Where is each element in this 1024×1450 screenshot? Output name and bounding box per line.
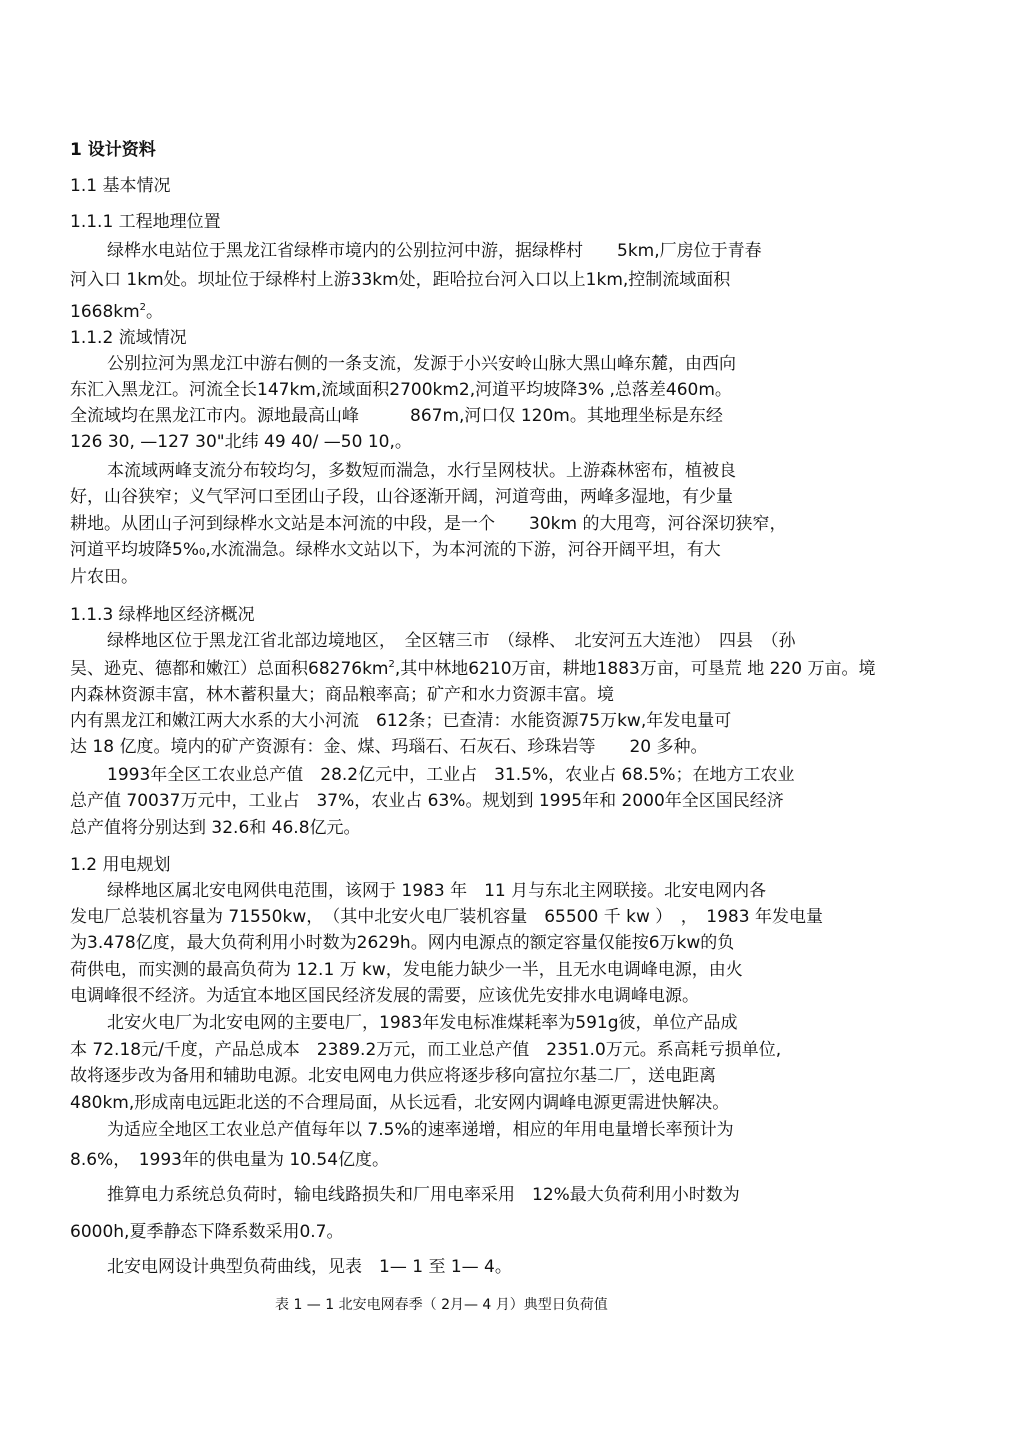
heading-1-1: 1.1 基本情况 [70,176,171,196]
heading-1: 1 设计资料 [70,140,156,160]
paragraph-line: 推算电力系统总负荷时，输电线路损失和厂用电率采用 12%最大负荷利用小时数为 [107,1185,740,1205]
paragraph-line: 绿桦地区位于黑龙江省北部边境地区， 全区辖三市 （绿桦、 北安河五大连池） 四县 （孙 [107,631,796,651]
paragraph-line: 北安火电厂为北安电网的主要电厂，1983年发电标准煤耗率为591g彼，单位产品成 [107,1013,738,1033]
paragraph-line: 全流域均在黑龙江市内。源地最高山峰 867m,河口仅 120m。其地理坐标是东经 [70,406,723,426]
paragraph-line: 东汇入黑龙江。河流全长147km,流域面积2700km2,河道平均坡降3% ,总落差460m。 [70,380,732,400]
paragraph-line: 荷供电，而实测的最高负荷为 12.1 万 kw，发电能力缺少一半，且无水电调峰电源，由火 [70,960,743,980]
paragraph-line: 绿桦地区属北安电网供电范围，该网于 1983 年 11 月与东北主网联接。北安电网内各 [107,881,767,901]
paragraph-line: 达 18 亿度。境内的矿产资源有：金、煤、玛瑙石、石灰石、珍珠岩等 20 多种。 [70,737,708,757]
paragraph-line: 内森林资源丰富，林木蓄积量大；商品粮率高；矿产和水力资源丰富。境 [70,685,614,705]
paragraph-line: 480km,形成南电远距北送的不合理局面，从长远看，北安网内调峰电源更需进快解决。 [70,1093,730,1113]
paragraph-line: 北安电网设计典型负荷曲线，见表 1— 1 至 1— 4。 [107,1257,512,1277]
paragraph-line: 好，山谷狭窄；义气罕河口至团山子段，山谷逐渐开阔，河道弯曲，两峰多湿地，有少量 [70,487,733,507]
paragraph-line: 河入口 1km处。坝址位于绿桦村上游33km处，距哈拉台河入口以上1km,控制流域面积 [70,270,731,290]
paragraph-line: 耕地。从团山子河到绿桦水文站是本河流的中段，是一个 30km 的大甩弯，河谷深切狭窄， [70,514,787,534]
paragraph-line: 总产值将分别达到 32.6和 46.8亿元。 [70,818,361,838]
text-span: 。 [146,302,164,322]
paragraph-line: 电调峰很不经济。为适宜本地区国民经济发展的需要，应该优先安排水电调峰电源。 [70,986,699,1006]
text-span: 河道平均坡降5% [70,540,199,560]
heading-1-1-2: 1.1.2 流域情况 [70,328,187,348]
table-caption: 表 1 — 1 北安电网春季（ 2月— 4 月）典型日负荷值 [275,1297,608,1313]
paragraph-line [70,659,875,679]
text-span: 吴、逊克、德都和嫩江）总面积68276km [70,659,389,679]
paragraph-line [70,302,163,322]
paragraph-line: 发电厂总装机容量为 71550kw， （其中北安火电厂装机容量 65500 千 kw ） ， 1983 年发电量 [70,907,823,927]
superscript: 2 [388,659,395,670]
text-span: 1668km [70,302,140,322]
paragraph-line: 片农田。 [70,567,138,587]
subscript: 0 [198,547,206,558]
paragraph-line: 6000h,夏季静态下降系数采用0.7。 [70,1222,344,1242]
paragraph-line: 本流域两峰支流分布较均匀，多数短而湍急，水行呈网枝状。上游森林密布，植被良 [107,461,736,481]
paragraph-line [70,540,721,560]
paragraph-line: 为3.478亿度，最大负荷利用小时数为2629h。网内电源点的额定容量仅能按6万kw的负 [70,933,735,953]
paragraph-line: 126 30, —127 30"北纬 49 40/ —50 10,。 [70,432,412,452]
heading-1-2: 1.2 用电规划 [70,855,171,875]
heading-1-1-3: 1.1.3 绿桦地区经济概况 [70,605,255,625]
superscript: 2 [139,302,147,313]
paragraph-line: 内有黑龙江和嫩江两大水系的大小河流 612条；已查清：水能资源75万kw,年发电量可 [70,711,732,731]
paragraph-line: 公别拉河为黑龙江中游右侧的一条支流，发源于小兴安岭山脉大黑山峰东麓，由西向 [107,354,736,374]
paragraph-line: 故将逐步改为备用和辅助电源。北安电网电力供应将逐步移向富拉尔基二厂，送电距离 [70,1066,716,1086]
paragraph-line: 本 72.18元/千度，产品总成本 2389.2万元，而工业总产值 2351.0万元。系高耗亏损单位, [70,1040,782,1060]
paragraph-line: 总产值 70037万元中，工业占 37%，农业占 63%。规划到 1995年和 2000年全区国民经济 [70,791,784,811]
paragraph-line: 为适应全地区工农业总产值每年以 7.5%的速率递增，相应的年用电量增长率预计为 [107,1120,734,1140]
heading-1-1-1: 1.1.1 工程地理位置 [70,212,221,232]
paragraph-line: 绿桦水电站位于黑龙江省绿桦市境内的公别拉河中游，据绿桦村 5km,厂房位于青春 [107,241,762,261]
paragraph-line: 8.6%， 1993年的供电量为 10.54亿度。 [70,1150,390,1170]
text-span: ,水流湍急。绿桦水文站以下，为本河流的下游，河谷开阔平坦，有大 [205,540,721,560]
paragraph-line: 1993年全区工农业总产值 28.2亿元中，工业占 31.5%，农业占 68.5%；在地方工农业 [107,765,795,785]
text-span: ,其中林地6210万亩，耕地1883万亩，可垦荒 地 220 万亩。境 [394,659,876,679]
